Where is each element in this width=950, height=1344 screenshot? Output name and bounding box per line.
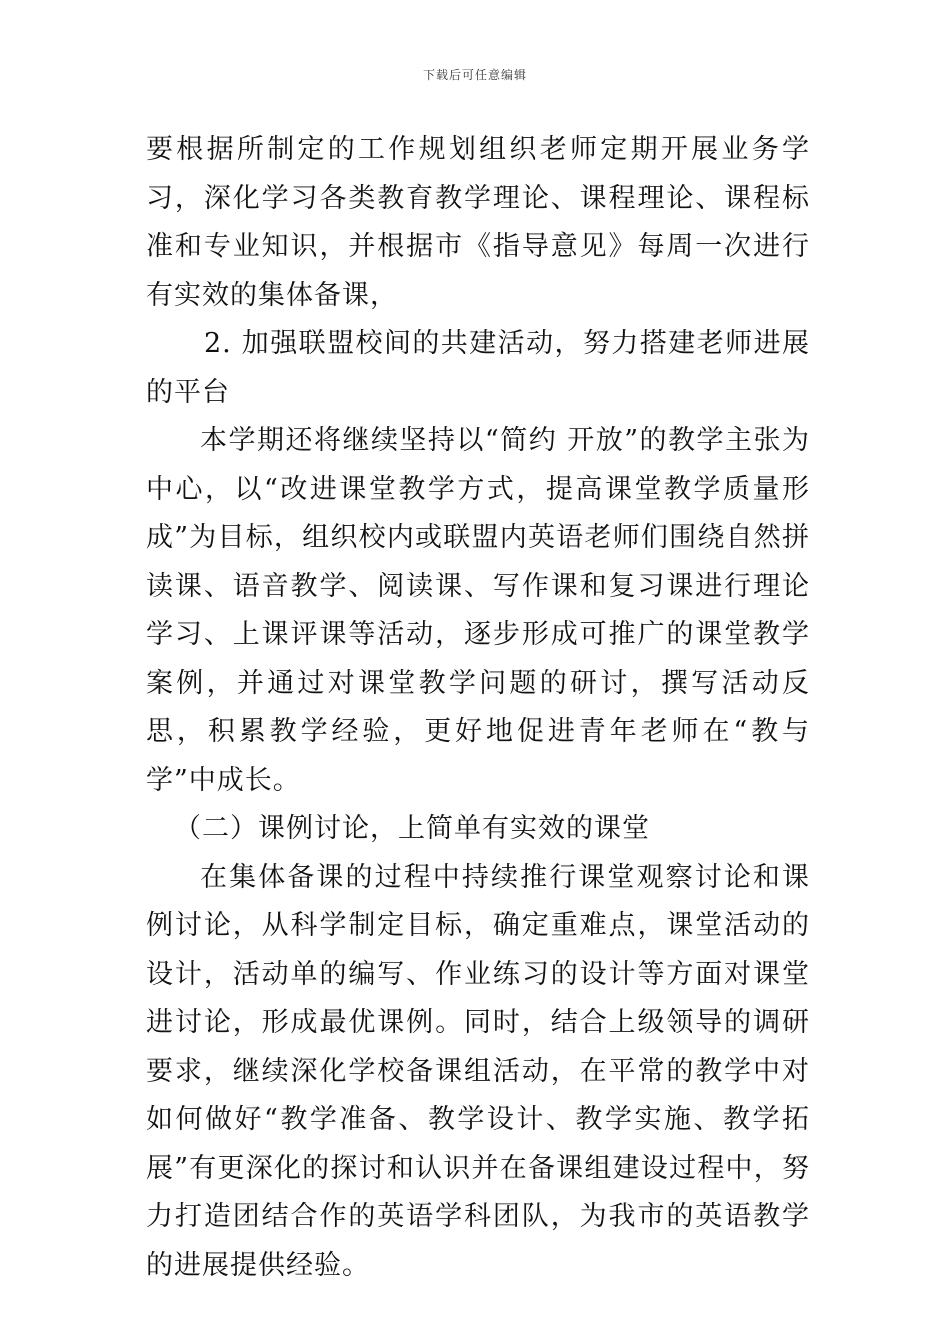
page-header-note: 下载后可任意编辑 <box>422 68 527 82</box>
section-heading-alliance: 2. 加强联盟校间的共建活动，努力搭建老师进展的平台 <box>146 328 810 408</box>
paragraph-semester-plan: 本学期还将继续坚持以“简约 开放”的教学主张为中心，以“改进课堂教学方式，提高课堂教学质量形成”为目标，组织校内或联盟内英语老师们围绕自然拼读课、语音教学、阅读课、写作课和复习课进行理论学习、上课评课等活动，逐步形成可推广的课堂教学案例，并通过对课堂教学问题的研讨，撰写活动反思，积累教学经验，更好地促进青年老师在“教与学”中成长。 <box>146 425 810 796</box>
paragraph-study-plan: 要根据所制定的工作规划组织老师定期开展业务学习，深化学习各类教育教学理论、课程理论、课程标准和专业知识，并根据市《指导意见》每周一次进行有实效的集体备课， <box>146 134 810 311</box>
section-heading-case-study: （二）课例讨论，上简单有实效的课堂 <box>174 813 650 844</box>
document-body <box>146 126 810 1290</box>
paragraph-collective-preparation: 在集体备课的过程中持续推行课堂观察讨论和课例讨论，从科学制定目标，确定重难点，课堂活动的设计，活动单的编写、作业练习的设计等方面对课堂进讨论，形成最优课例。同时，结合上级领导的调研要求，继续深化学校备课组活动，在平常的教学中对如何做好“教学准备、教学设计、教学实施、教学拓展”有更深化的探讨和认识并在备课组建设过程中，努力打造团结合作的英语学科团队，为我市的英语教学的进展提供经验。 <box>146 861 810 1281</box>
